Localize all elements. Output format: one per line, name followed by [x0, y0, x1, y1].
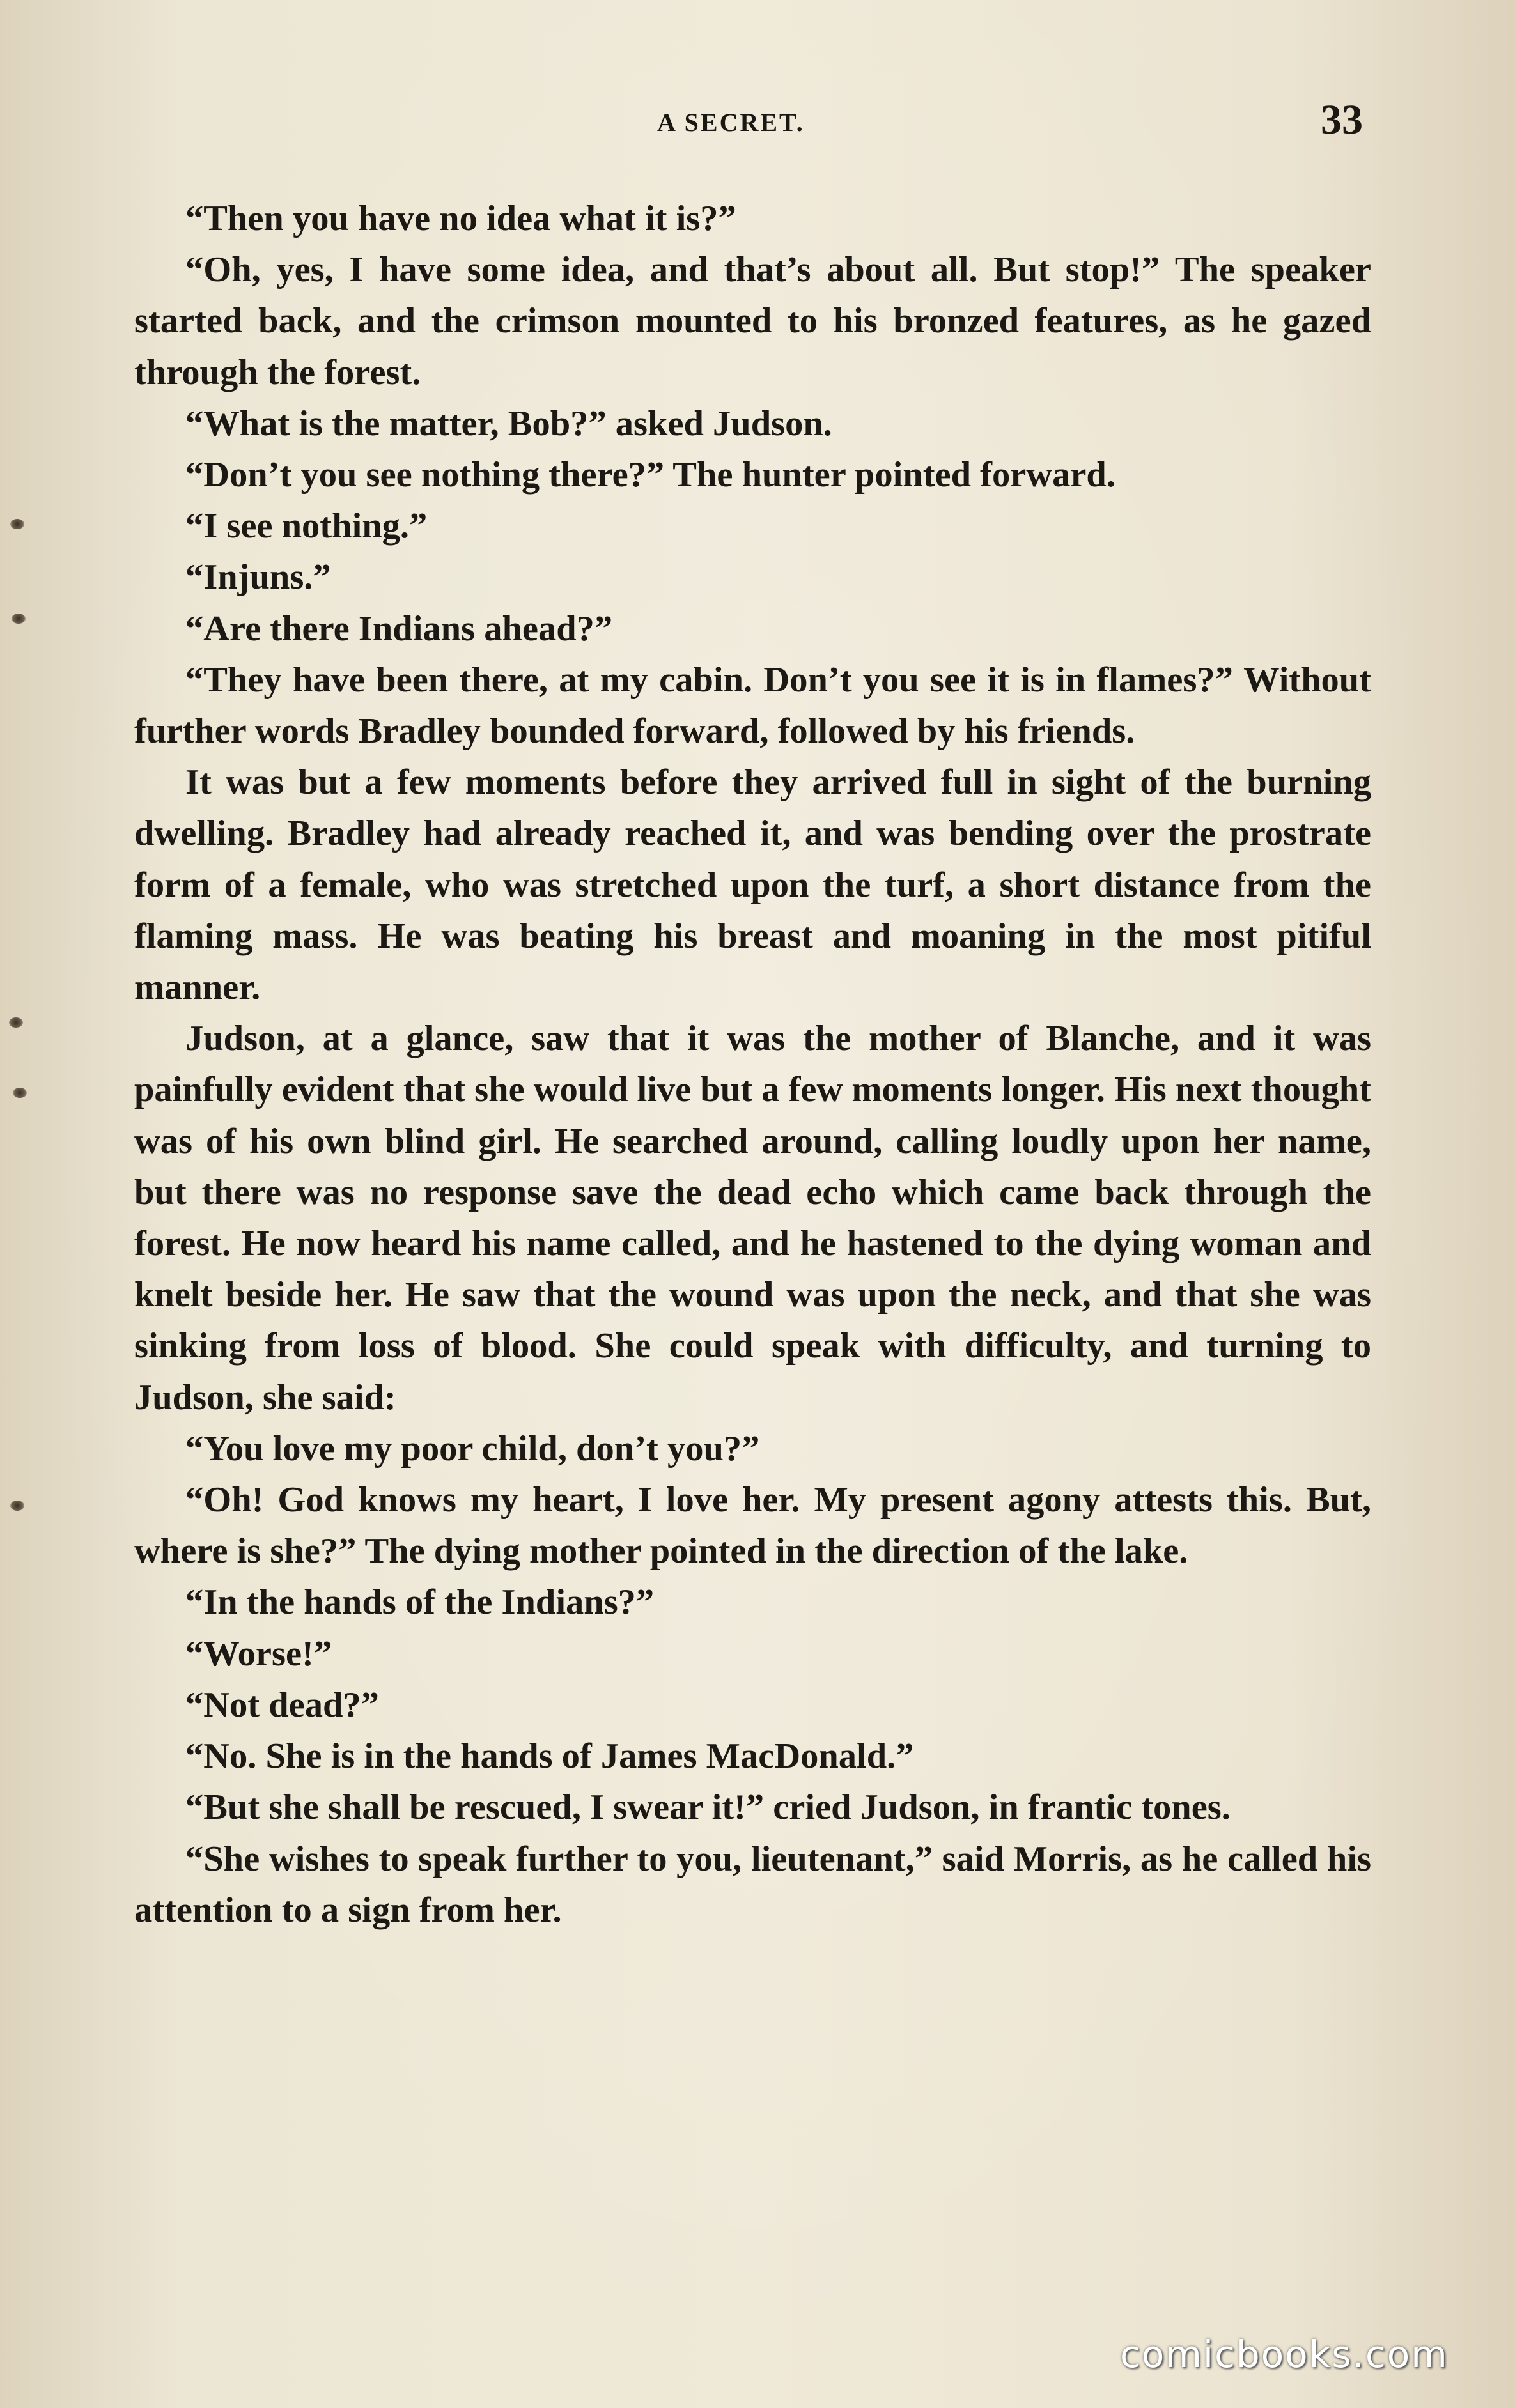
paragraph: “I see nothing.”: [185, 506, 428, 546]
watermark: comicbooks.com: [1120, 2333, 1449, 2376]
paragraph: “What is the matter, Bob?” asked Judson.: [185, 403, 832, 444]
paragraph: “Oh, yes, I have some idea, and that’s about all. But stop!” The speaker started back, and the crimson mounted to his bronzed features, as he gazed through the forest.: [134, 250, 1371, 392]
paragraph: “They have been there, at my cabin. Don’t you see it is in flames?” Without further words Bradley bounded forward, followed by his friends.: [134, 660, 1371, 752]
paragraph: “Oh! God knows my heart, I love her. My present agony attests this. But, where is she?” The dying mother pointed in the direction of the lake.: [134, 1480, 1371, 1571]
paragraph: “Don’t you see nothing there?” The hunter pointed forward.: [185, 455, 1115, 495]
body-text: [134, 193, 1371, 1936]
paragraph: Judson, at a glance, saw that it was the mother of Blanche, and it was painfully evident that she would live but a few moments longer. His next thought was of his own blind girl. He searched around, calling loudly upon her name, but there was no response save the dead echo which came back through the forest. He now heard his name called, and he hastened to the dying woman and knelt beside her. He saw that the wound was upon the neck, and that she was sinking from loss of blood. She could speak with difficulty, and turning to Judson, she said:: [134, 1019, 1371, 1417]
binding-hole: [12, 614, 26, 624]
paragraph: “Are there Indians ahead?”: [185, 608, 613, 649]
paragraph: “Not dead?”: [185, 1685, 379, 1725]
paragraph: “But she shall be rescued, I swear it!” cried Judson, in frantic tones.: [185, 1787, 1231, 1828]
binding-hole: [10, 519, 24, 529]
binding-hole: [9, 1017, 23, 1028]
paragraph: “She wishes to speak further to you, lieutenant,” said Morris, as he called his attention to a sign from her.: [134, 1839, 1371, 1930]
paragraph: “Injuns.”: [185, 557, 331, 598]
page-number: 33: [1321, 96, 1363, 143]
paragraph: “Then you have no idea what it is?”: [185, 199, 736, 238]
paragraph: “No. She is in the hands of James MacDonald.”: [185, 1736, 914, 1777]
paragraph: “You love my poor child, don’t you?”: [185, 1428, 760, 1469]
paragraph: It was but a few moments before they arrived full in sight of the burning dwelling. Bradley had already reached it, and was bending over the prostrate form of a female, who was stretched upon the turf, a short distance from the flaming mass. He was beating his breast and moaning in the most pitiful manner.: [134, 762, 1371, 1008]
running-head: A SECRET.: [657, 108, 805, 137]
paragraph: “In the hands of the Indians?”: [185, 1582, 655, 1623]
binding-hole: [10, 1501, 24, 1511]
paragraph: “Worse!”: [185, 1633, 332, 1674]
binding-hole: [13, 1088, 27, 1098]
